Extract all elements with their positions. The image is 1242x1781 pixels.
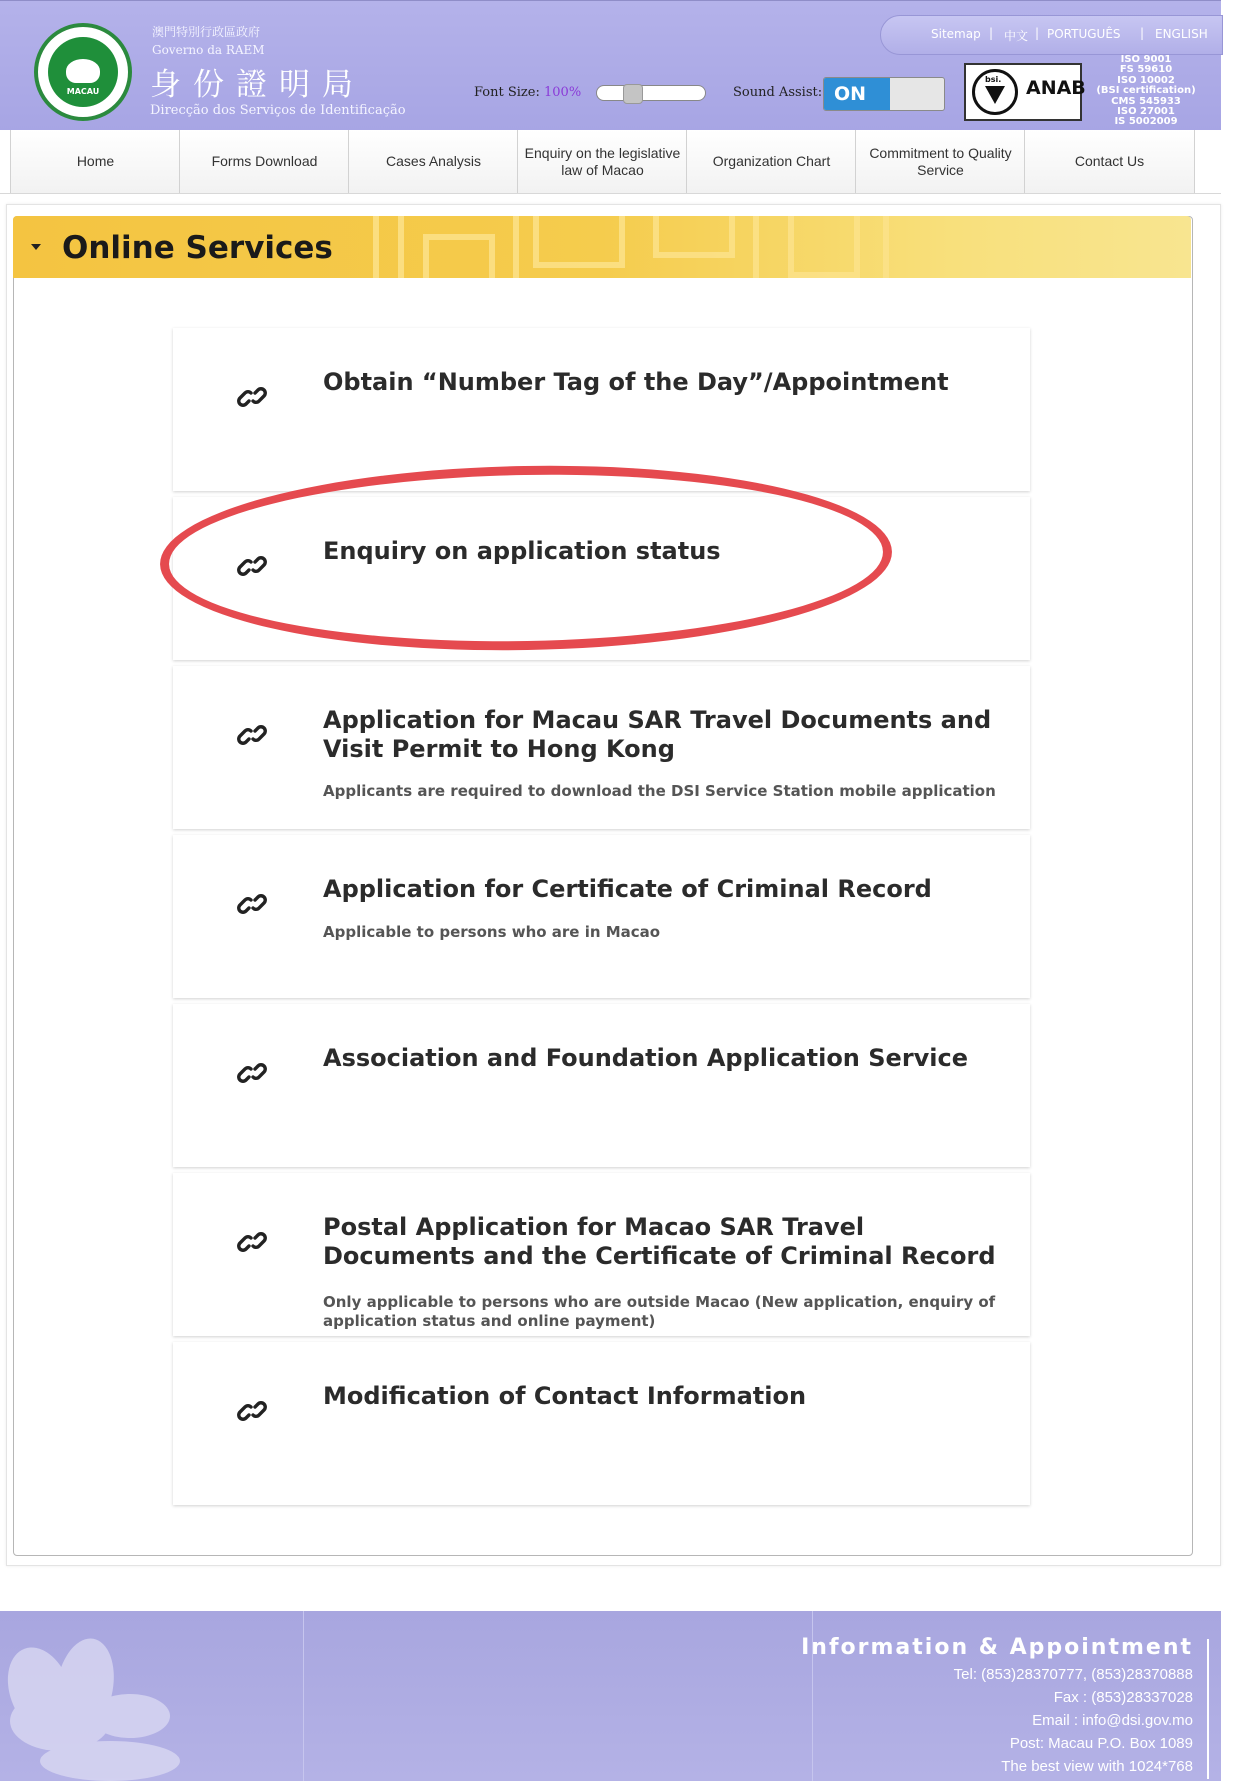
service-title[interactable]: Application for Macau SAR Travel Documents and Visit Permit to Hong Kong	[323, 706, 992, 763]
footer-accent-bar	[1207, 1639, 1209, 1779]
org-name-pt: Direcção dos Serviços de Identificação	[150, 103, 406, 118]
iso-line: CMS 545933	[1111, 95, 1181, 107]
sound-assist-state: ON	[824, 78, 890, 110]
service-title[interactable]: Postal Application for Macao SAR Travel Documents and the Certificate of Criminal Record	[323, 1213, 996, 1270]
iso-line: ISO 27001	[1117, 106, 1175, 118]
link-icon	[237, 889, 267, 919]
separator: |	[1140, 26, 1145, 40]
site-footer	[0, 1611, 1221, 1781]
separator: |	[989, 26, 994, 40]
header-decoration	[423, 234, 495, 278]
contact-info	[801, 1633, 1193, 1778]
iso-line: IS 5002009	[1114, 116, 1178, 128]
contact-email[interactable]: Email : info@dsi.gov.mo	[1032, 1712, 1193, 1729]
iso-line: FS 59610	[1119, 64, 1173, 76]
font-size-slider-knob[interactable]	[623, 84, 643, 104]
header-decoration	[398, 216, 404, 278]
org-name-pt-small: Governo da RAEM	[152, 43, 265, 57]
site-header	[0, 0, 1221, 131]
header-decoration	[653, 216, 735, 258]
font-size-value: 100%	[544, 85, 582, 100]
best-view-note: The best view with 1024*768	[1001, 1758, 1193, 1775]
nav-home[interactable]: Home	[10, 130, 180, 193]
header-decoration	[513, 216, 519, 278]
service-title[interactable]: Modification of Contact Information	[323, 1382, 807, 1410]
service-card-association[interactable]	[173, 1004, 1030, 1167]
bsi-heart-icon	[985, 86, 1005, 104]
bsi-text: bsi.	[985, 75, 1002, 84]
separator: |	[1035, 26, 1040, 40]
header-decoration	[883, 216, 889, 278]
sound-assist-label: Sound Assist:	[733, 85, 823, 100]
iso-line: ISO 9001	[1120, 54, 1172, 65]
main-navigation	[0, 130, 1221, 194]
lotus-watermark-icon	[0, 1631, 210, 1781]
link-icon	[237, 720, 267, 750]
contact-heading: Information & Appointment	[801, 1635, 1193, 1660]
macau-emblem-logo[interactable]	[34, 23, 132, 121]
certification-logos	[964, 63, 1086, 121]
org-name-zh-small: 澳門特別行政區政府	[152, 25, 261, 39]
emblem-inner	[48, 37, 118, 107]
nav-legislative-enquiry[interactable]: Enquiry on the legislative law of Macao	[517, 130, 687, 193]
service-description: Applicants are required to download the DSI Service Station mobile application	[323, 782, 996, 800]
link-icon	[237, 382, 267, 412]
service-title[interactable]: Application for Certificate of Criminal Record	[323, 875, 932, 903]
service-description: Applicable to persons who are in Macao	[323, 923, 661, 941]
service-card-postal-application[interactable]	[173, 1173, 1030, 1336]
lang-english-link[interactable]: ENGLISH	[1155, 27, 1208, 41]
lotus-icon	[66, 59, 100, 83]
language-bar	[880, 15, 1223, 55]
service-title[interactable]: Association and Foundation Application Service	[323, 1044, 969, 1072]
nav-forms-download[interactable]: Forms Download	[179, 130, 349, 193]
nav-quality-commitment[interactable]: Commitment to Quality Service	[855, 130, 1025, 193]
contact-post: Post: Macau P.O. Box 1089	[1009, 1735, 1193, 1752]
header-decoration	[753, 216, 759, 278]
org-name-zh: 身份證明局	[150, 67, 365, 103]
nav-cases-analysis[interactable]: Cases Analysis	[348, 130, 518, 193]
panel-title: Online Services	[62, 230, 333, 266]
iso-certification-list	[1096, 55, 1196, 128]
sound-assist-toggle[interactable]	[823, 77, 945, 111]
header-decoration	[788, 216, 860, 278]
sitemap-link[interactable]: Sitemap	[931, 27, 981, 41]
service-title[interactable]: Enquiry on application status	[323, 537, 721, 565]
service-card-travel-documents[interactable]	[173, 666, 1030, 829]
nav-contact-us[interactable]: Contact Us	[1024, 130, 1195, 193]
link-icon	[237, 1227, 267, 1257]
caret-down-icon[interactable]	[31, 244, 41, 250]
contact-tel: Tel: (853)28370777, (853)28370888	[953, 1666, 1193, 1683]
service-card-criminal-record[interactable]	[173, 835, 1030, 998]
font-size-label: Font Size:	[474, 85, 540, 100]
nav-organization-chart[interactable]: Organization Chart	[686, 130, 856, 193]
contact-fax: Fax : (853)28337028	[1053, 1689, 1193, 1706]
lang-portuguese-link[interactable]: PORTUGUÊS	[1047, 27, 1121, 41]
service-card-contact-info[interactable]	[173, 1342, 1030, 1505]
bsi-logo	[972, 69, 1018, 115]
service-title[interactable]: Obtain “Number Tag of the Day”/Appointment	[323, 368, 949, 396]
emblem-text: MACAU	[66, 87, 100, 96]
anab-logo: ANAB	[1026, 77, 1086, 99]
link-icon	[237, 1396, 267, 1426]
header-decoration	[533, 216, 625, 268]
link-icon	[237, 1058, 267, 1088]
font-size-slider[interactable]	[596, 85, 706, 101]
iso-line: (BSI certification)	[1096, 85, 1196, 97]
header-decoration	[373, 216, 379, 278]
lang-chinese-link[interactable]: 中文	[1004, 29, 1029, 43]
footer-divider	[303, 1611, 304, 1781]
iso-line: ISO 10002	[1117, 74, 1175, 86]
font-size-control	[474, 85, 581, 100]
service-description: Only applicable to persons who are outside Macao (New application, enquiry of application status and online payment)	[323, 1293, 996, 1330]
